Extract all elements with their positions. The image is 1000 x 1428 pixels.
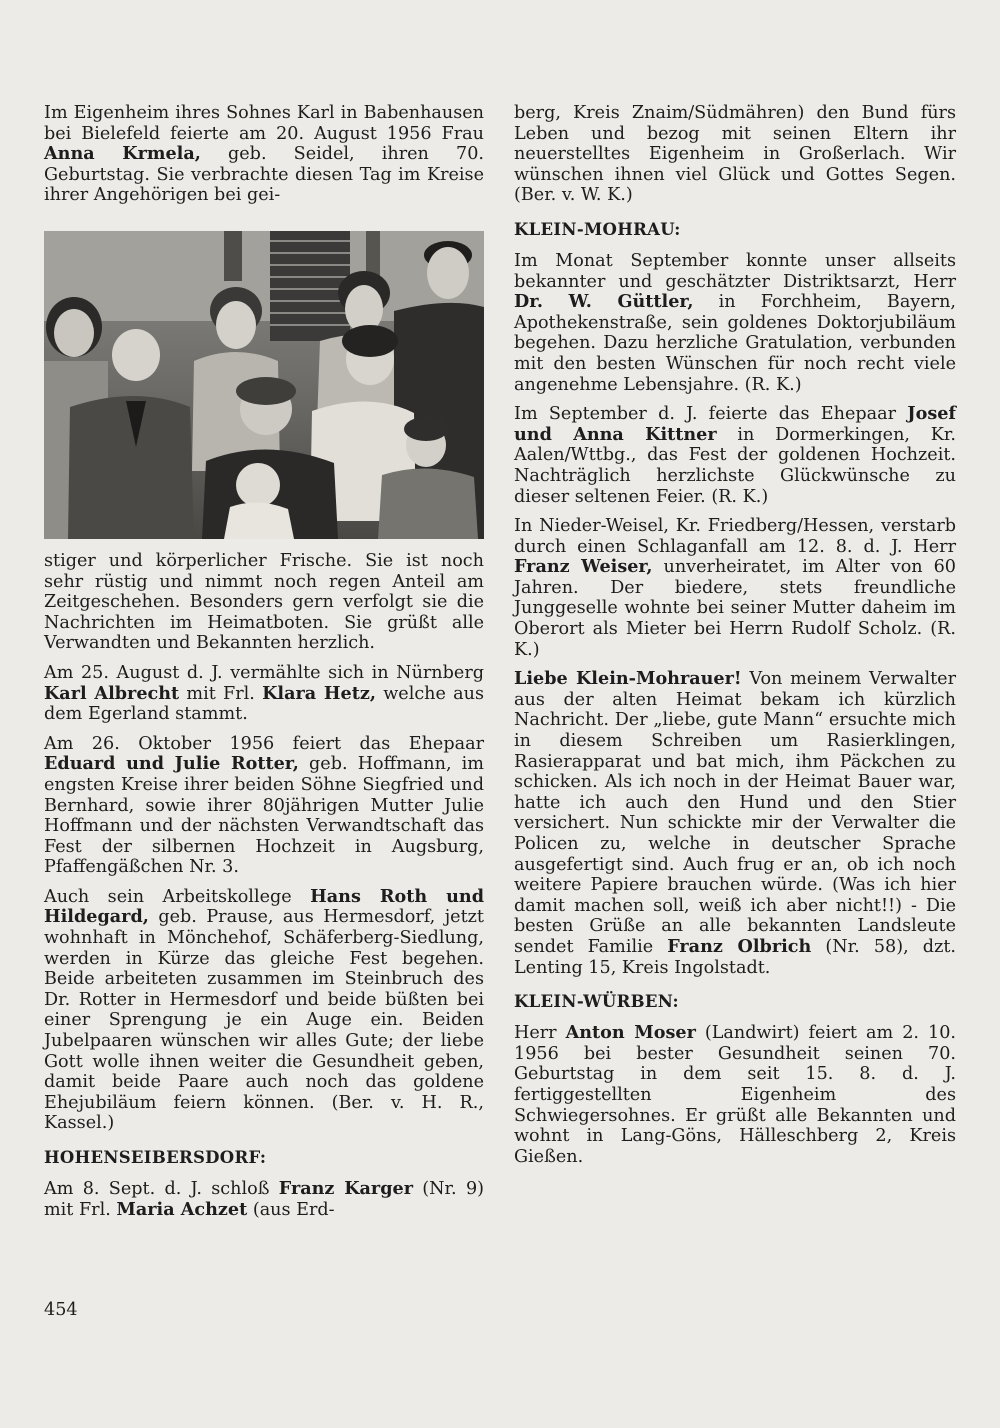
paragraph: stiger und körperlicher Frische. Sie ist noch sehr rüstig und nimmt noch regen Anteil am Zeitgeschehen. Besonders gern verfolgt sie die Nachrichten im Heimatboten. Sie grüßt alle Verwandten und Bekannten herzlich. (44, 550, 484, 654)
person-name: Franz Weiser, (514, 556, 653, 578)
paragraph: Auch sein Arbeitskollege Hans Roth und Hildegard, geb. Prause, aus Hermesdorf, jetzt wohnhaft in Mönchehof, Schäferberg-Siedlung, werden in Kürze das gleiche Fest begehen. Beide arbeiteten zusammen im Steinbruch des Dr. Rotter in Hermesdorf und beide büßten bei einer Sprengung je ein Auge ein. Beiden Jubelpaaren wünschen wir alles Gute; der liebe Gott wolle ihnen weiter die Gesundheit geben, damit beide Paare auch noch das goldene Ehejubiläum feiern können. (Ber. v. H. R., Kassel.) (44, 885, 484, 1134)
paragraph: Im September d. J. feierte das Ehepaar Josef und Anna Kittner in Dormerkingen, Kr. Aalen/Wttbg., das Fest der goldenen Hochzeit. Nachträglich herzlichste Glückwünsche zu dieser seltenen Feier. (R. K.) (514, 403, 956, 507)
family-photo (44, 231, 484, 539)
person-name: Josef und Anna Kittner (514, 403, 956, 445)
paragraph: Herr Anton Moser (Landwirt) feiert am 2. 10. 1956 bei bester Gesundheit seinen 70. Geburtstag in dem seit 15. 8. d. J. fertiggestellten Eigenheim des Schwiegersohnes. Er grüßt alle Bekannten und wohnt in Lang-Göns, Hälleschberg 2, Kreis Gießen. (514, 1022, 956, 1167)
person-name: Franz Karger (278, 1178, 413, 1199)
person-name: Anton Moser (565, 1022, 696, 1044)
paragraph: Im Monat September konnte unser allseits bekannter und geschätzter Distriktsarzt, Herr Dr. W. Güttler, in Forchheim, Bayern, Apothekenstraße, sein goldenes Doktorjubiläum begehen. Dazu herzliche Gratulation, verbunden mit den besten Wünschen für noch recht viele angenehme Lebensjahre. (R. K.) (514, 250, 956, 395)
person-name: Hans Roth und Hildegard, (44, 885, 484, 928)
paragraph: Liebe Klein-Mohrauer! Von meinem Verwalter aus der alten Heimat bekam ich kürzlich Nachricht. Der „liebe, gute Mann“ ersuchte mich in diesem Schreiben um Rasierklingen, Rasierapparat und bat mich, ihm Päckchen zu schicken. Als ich noch in der Heimat Bauer war, hatte ich auch den Hund und den Stier versichert. Nun schickte mir der Verwalter die Policen zu, welche in deutscher Sprache ausgefertigt sind. Auch frug er an, ob ich noch weitere Papiere brauchen würde. (Was ich hier damit machen soll, weiß ich aber nicht!!) - Die besten Grüße an alle bekannten Landsleute sendet Familie Franz Olbrich (Nr. 58), dzt. Lenting 15, Kreis Ingolstadt. (514, 668, 957, 978)
paragraph: Am 26. Oktober 1956 feiert das Ehepaar Eduard und Julie Rotter, geb. Hoffmann, im engsten Kreise ihrer beiden Söhne Siegfried und Bernhard, sowie ihrer 80jährigen Mutter Julie Hoffmann und der nächsten Verwandtschaft das Fest der silbernen Hochzeit in Augsburg, Pfaffengäßchen Nr. 3. (44, 733, 484, 878)
person-name: Maria Achzet (116, 1198, 248, 1220)
left-column (44, 103, 484, 1229)
paragraph: Am 8. Sept. d. J. schloß Franz Karger (Nr. 9) mit Frl. Maria Achzet (aus Erd- (44, 1178, 484, 1220)
person-name: Eduard und Julie Rotter, (44, 753, 299, 775)
person-name: Klara Hetz, (262, 682, 376, 704)
paragraph: In Nieder-Weisel, Kr. Friedberg/Hessen, verstarb durch einen Schlaganfall am 12. 8. d. J. Herr Franz Weiser, unverheiratet, im Alter von 60 Jahren. Der biedere, stets freundliche Junggeselle wohnte bei seiner Mutter daheim im Oberort als Mieter bei Herrn Rudolf Scholz. (R. K.) (514, 516, 956, 660)
section-heading: HOHENSEIBERSDORF: (44, 1148, 267, 1167)
salutation: Liebe Klein-Mohrauer! (514, 668, 742, 690)
person-name: Anna Krmela, (44, 143, 201, 165)
right-column (514, 103, 956, 1176)
section-heading: KLEIN-WÜRBEN: (514, 992, 679, 1012)
person-name: Dr. W. Güttler, (514, 291, 694, 313)
person-name: Karl Albrecht (44, 682, 180, 704)
paragraph: Am 25. August d. J. vermählte sich in Nürnberg Karl Albrecht mit Frl. Klara Hetz, welche aus dem Egerland stammt. (44, 662, 485, 725)
section-heading: KLEIN-MOHRAU: (514, 219, 681, 239)
page-number: 454 (44, 1300, 78, 1320)
paragraph: berg, Kreis Znaim/Südmähren) den Bund fürs Leben und bezog mit seinen Eltern ihr neuerstelltes Eigenheim in Großerlach. Wir wünschen ihnen viel Glück und Gottes Segen. (Ber. v. W. K.) (514, 103, 956, 206)
paragraph: Im Eigenheim ihres Sohnes Karl in Babenhausen bei Bielefeld feierte am 20. August 1956 Frau Anna Krmela, geb. Seidel, ihren 70. Geburtstag. Sie verbrachte diesen Tag im Kreise ihrer Angehörigen bei gei- (44, 103, 484, 206)
person-name: Franz Olbrich (667, 935, 812, 957)
